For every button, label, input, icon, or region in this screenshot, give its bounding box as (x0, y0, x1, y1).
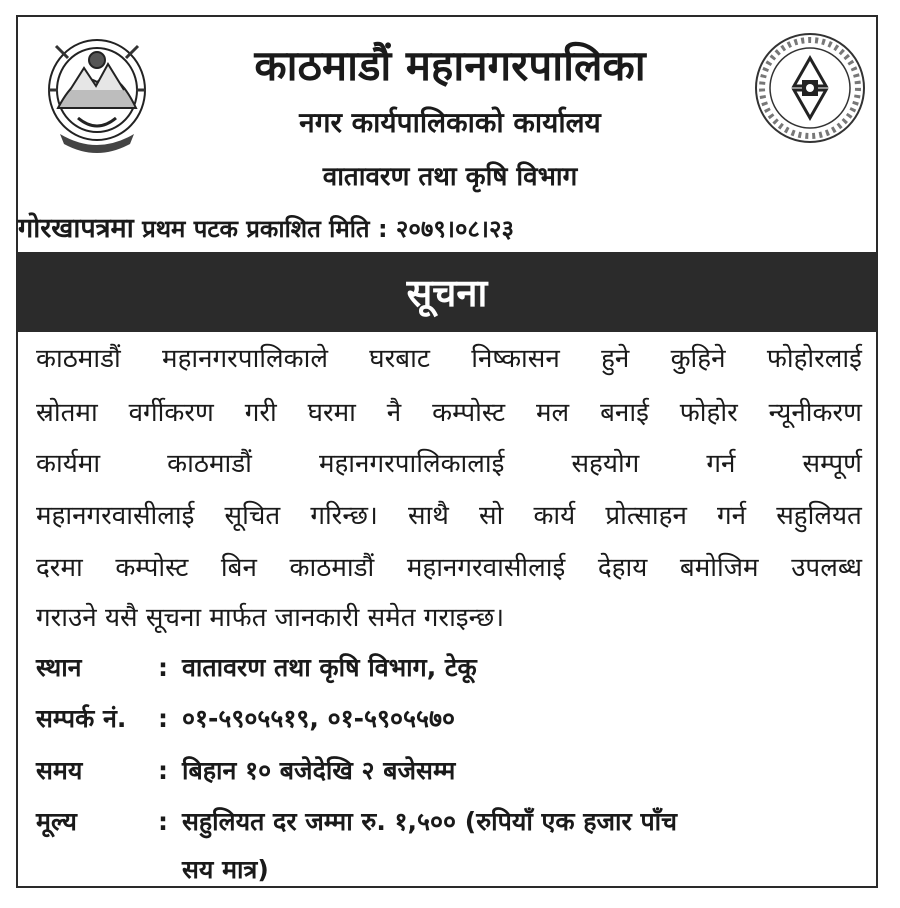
publication-source: गोरखापत्रमा (18, 213, 134, 244)
detail-value: वातावरण तथा कृषि विभाग, टेकू (182, 653, 477, 682)
word: घरबाट (369, 344, 430, 374)
word: मल (536, 398, 570, 428)
detail-price (36, 804, 677, 838)
detail-label: समय (36, 756, 83, 785)
word: सूचित (224, 501, 281, 531)
word: गराउने यसै सूचना मार्फत जानकारी समेत गराइन्छ। (36, 603, 505, 633)
word: कार्यमा (36, 449, 101, 479)
nepal-emblem-logo (38, 30, 156, 160)
detail-value: सहुलियत दर जम्मा रु. १,५०० (रुपियाँ एक हजार पाँच (182, 807, 678, 836)
word: कम्पोस्ट (432, 398, 506, 428)
word: कम्पोस्ट (115, 553, 189, 583)
word: गरी (244, 398, 277, 428)
word: महानगरपालिकाले (162, 344, 328, 374)
word: साथै (407, 501, 449, 531)
detail-label: स्थान (36, 653, 82, 682)
word: हुने (601, 344, 630, 374)
detail-contact (36, 701, 455, 735)
detail-label: मूल्य (36, 807, 77, 836)
office-name: नगर कार्यपालिकाको कार्यालय (299, 106, 601, 139)
kmc-seal-logo (752, 30, 868, 146)
word: सम्पूर्ण (802, 449, 862, 479)
detail-location (36, 650, 477, 684)
word: सो (479, 501, 504, 531)
word: महानगरवासीलाई (406, 553, 566, 583)
detail-colon: : (158, 756, 168, 785)
notice-paragraph-line (36, 398, 862, 429)
word: गर्न (717, 501, 747, 531)
detail-label: सम्पर्क नं. (36, 704, 127, 733)
word: नै (386, 398, 402, 428)
word: प्रोत्साहन (605, 501, 687, 531)
word: फोहोरलाई (766, 344, 862, 374)
notice-paragraph-line (36, 344, 862, 375)
word: बिन (220, 553, 257, 583)
publication-date-text: प्रथम पटक प्रकाशित मिति : २०७९।०८।२३ (142, 215, 514, 243)
word: सहयोग (571, 449, 640, 479)
detail-colon: : (158, 807, 168, 836)
detail-colon: : (158, 653, 168, 682)
word: घरमा (307, 398, 356, 428)
notice-paragraph-line (36, 449, 862, 480)
word: उपलब्ध (791, 553, 862, 583)
word: कार्य (533, 501, 576, 531)
department-name: वातावरण तथा कृषि विभाग (322, 162, 578, 192)
detail-colon: : (158, 704, 168, 733)
word: निष्कासन (471, 344, 560, 374)
detail-value: ०१-५९०५५१९, ०१-५९०५५७० (182, 704, 455, 733)
notice-paragraph-line (36, 553, 862, 584)
word: महानगरवासीलाई (36, 501, 195, 531)
word: बमोजिम (679, 553, 759, 583)
word: काठमाडौं (167, 449, 252, 479)
word: बनाई (600, 398, 649, 428)
word: काठमाडौं (36, 344, 121, 374)
notice-paragraph-line (36, 603, 862, 634)
publication-line (18, 208, 514, 245)
detail-price-continuation: सय मात्र) (182, 855, 269, 884)
org-name: काठमाडौं महानगरपालिका (254, 41, 646, 90)
notice-paragraph-line (36, 501, 862, 532)
word: सहुलियत (776, 501, 862, 531)
word: फोहोर (679, 398, 738, 428)
word: स्रोतमा (36, 398, 98, 428)
word: देहाय (597, 553, 648, 583)
word: गर्न (706, 449, 736, 479)
word: कुहिने (670, 344, 726, 374)
word: काठमाडौं (289, 553, 375, 583)
word: महानगरपालिकालाई (318, 449, 505, 479)
notice-heading-banner (18, 252, 876, 332)
word: गरिन्छ। (310, 501, 378, 531)
detail-time (36, 753, 455, 787)
notice-heading: सूचना (406, 271, 488, 315)
word: दरमा (36, 553, 83, 583)
word: न्यूनीकरण (768, 398, 862, 428)
word: वर्गीकरण (128, 398, 214, 428)
detail-value: बिहान १० बजेदेखि २ बजेसम्म (182, 756, 456, 785)
